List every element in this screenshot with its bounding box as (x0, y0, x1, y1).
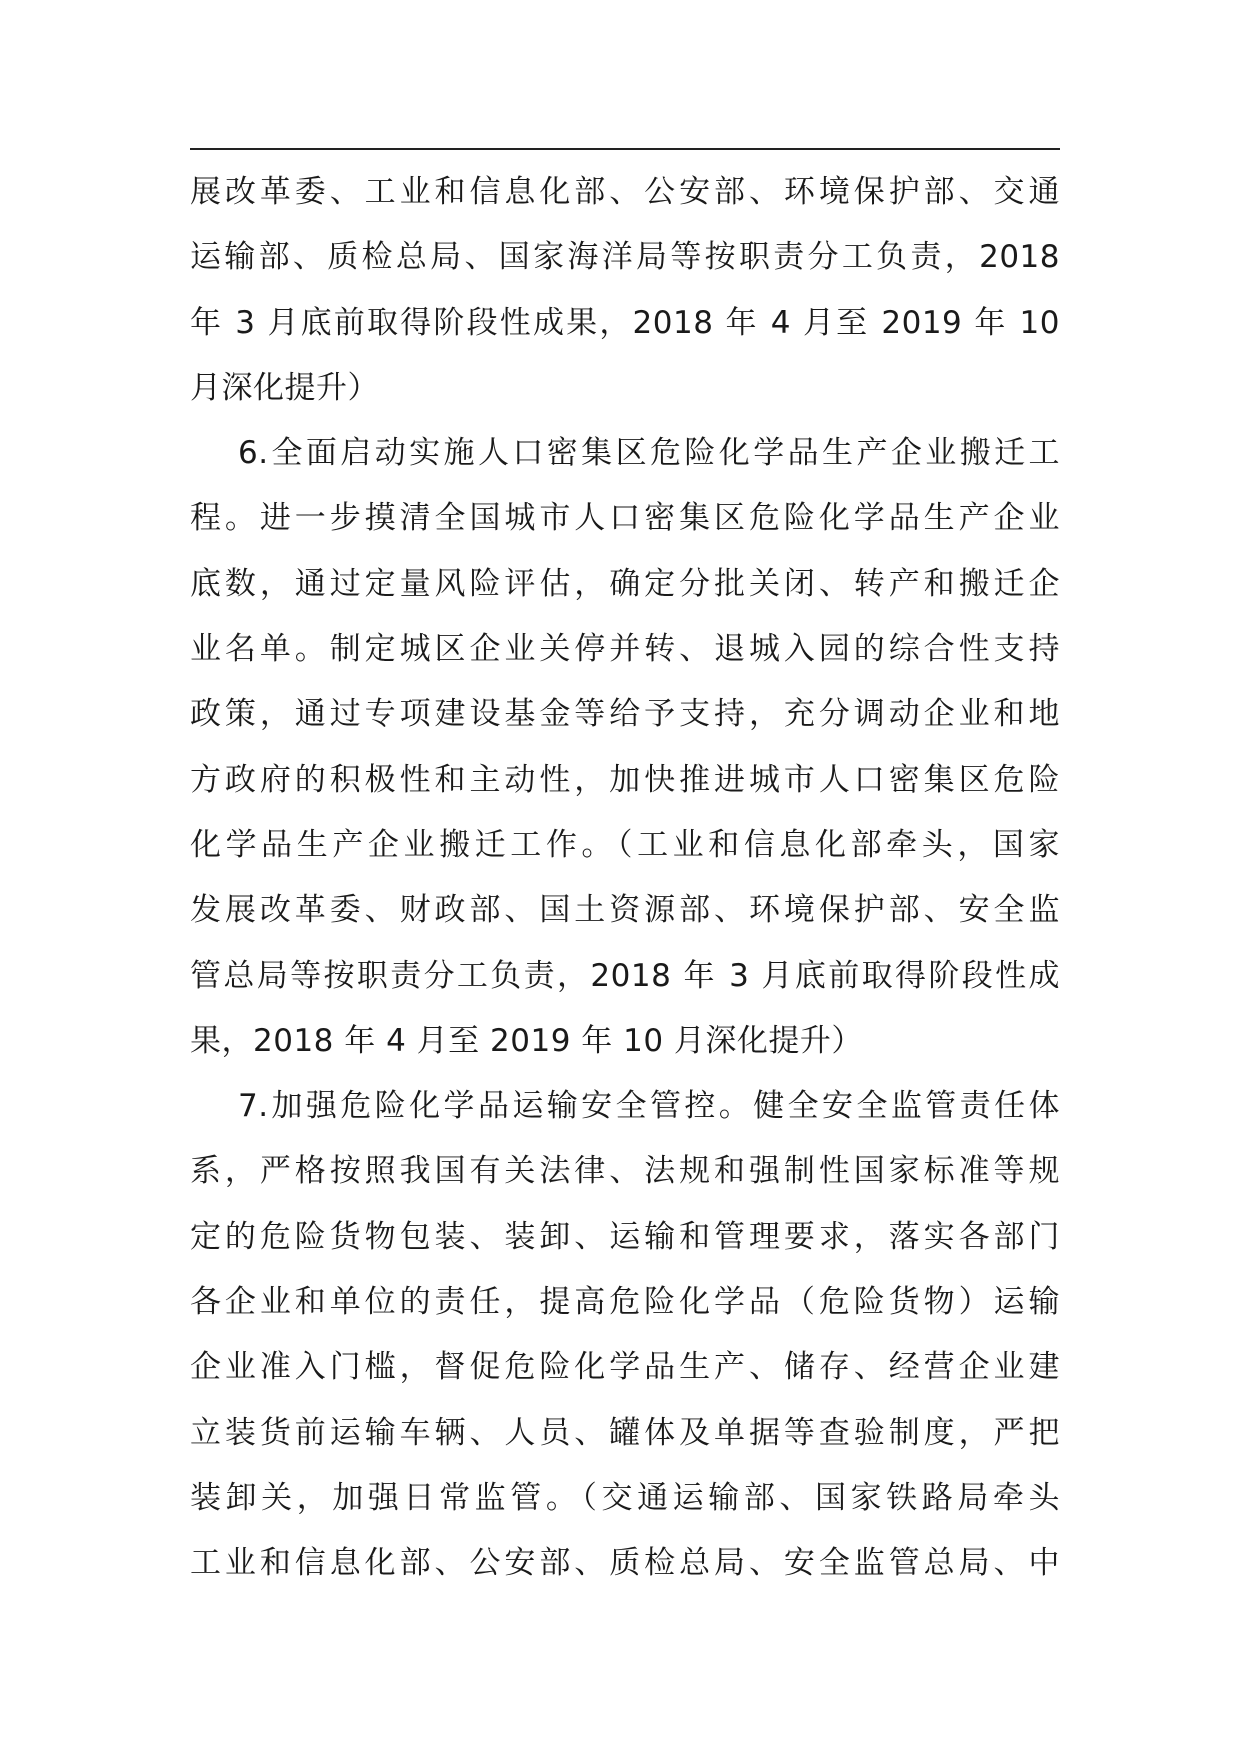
text-line: 底数，通过定量风险评估，确定分批关闭、转产和搬迁企 (190, 565, 1060, 602)
text-line: 装卸关，加强日常监管。（交通运输部、国家铁路局牵头 (190, 1479, 1060, 1516)
text-line: 展改革委、工业和信息化部、公安部、环境保护部、交通 (190, 174, 1060, 210)
text-line: 运输部、质检总局、国家海洋局等按职责分工负责，2018 (190, 239, 1060, 276)
text-line: 工业和信息化部、公安部、质检总局、安全监管总局、中 (190, 1545, 1060, 1582)
text-line: 系，严格按照我国有关法律、法规和强制性国家标准等规 (190, 1153, 1060, 1190)
text-line: 6.全面启动实施人口密集区危险化学品生产企业搬迁工 (238, 435, 1060, 472)
text-line: 发展改革委、财政部、国土资源部、环境保护部、安全监 (190, 892, 1060, 929)
text-line: 管总局等按职责分工负责，2018 年 3 月底前取得阶段性成 (190, 957, 1060, 994)
body-text (190, 160, 1060, 1597)
text-line: 化学品生产企业搬迁工作。（工业和信息化部牵头，国家 (190, 826, 1060, 863)
text-line: 方政府的积极性和主动性，加快推进城市人口密集区危险 (190, 761, 1060, 798)
text-line: 7.加强危险化学品运输安全管控。健全安全监管责任体 (238, 1088, 1060, 1125)
text-line: 程。进一步摸清全国城市人口密集区危险化学品生产企业 (190, 500, 1060, 537)
text-line: 年 3 月底前取得阶段性成果，2018 年 4 月至 2019 年 10 (190, 304, 1060, 341)
text-line: 定的危险货物包装、装卸、运输和管理要求，落实各部门 (190, 1218, 1060, 1255)
header-rule (190, 148, 1060, 150)
text-line: 果，2018 年 4 月至 2019 年 10 月深化提升） (190, 1022, 863, 1059)
text-line: 政策，通过专项建设基金等给予支持，充分调动企业和地 (190, 696, 1060, 733)
text-line: 各企业和单位的责任，提高危险化学品（危险货物）运输 (190, 1284, 1060, 1321)
text-line: 月深化提升） (190, 369, 379, 406)
text-line: 业名单。制定城区企业关停并转、退城入园的综合性支持 (190, 631, 1060, 668)
text-line: 立装货前运输车辆、人员、罐体及单据等查验制度，严把 (190, 1414, 1060, 1451)
text-line: 企业准入门槛，督促危险化学品生产、储存、经营企业建 (190, 1349, 1060, 1386)
